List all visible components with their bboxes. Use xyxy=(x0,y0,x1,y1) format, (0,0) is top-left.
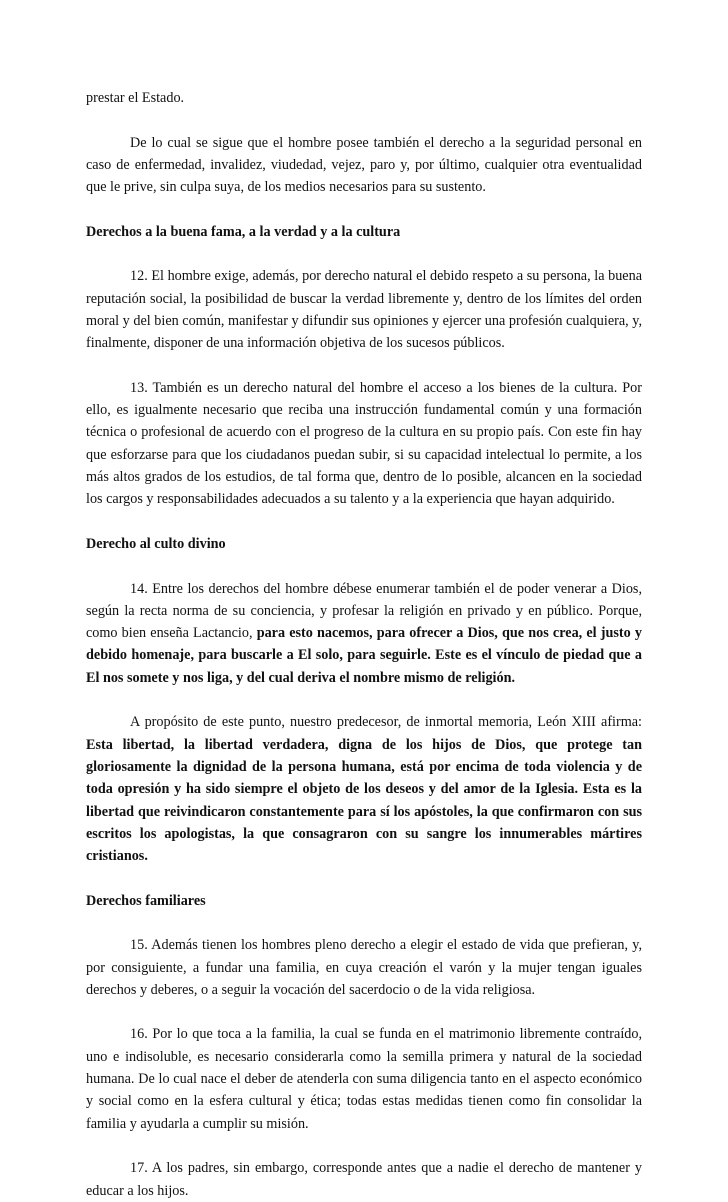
paragraph-gap xyxy=(86,1135,642,1157)
paragraph-gap xyxy=(86,511,642,533)
paragraph-social-security: De lo cual se sigue que el hombre posee también el derecho a la seguridad personal en caso de enfermedad, invalidez, viudedad, vejez, paro y, por último, cualquier otra eventualidad que le prive, sin culpa suya, de los medios necesarios para su sustento. xyxy=(86,134,642,196)
paragraph-14 xyxy=(86,578,642,689)
paragraph-continuation: prestar el Estado. xyxy=(86,90,185,106)
paragraph-leon-xiii-quote: Esta libertad, la libertad verdadera, digna de los hijos de Dios, que protege tan gloriosamente la dignidad de la persona humana, está por encima de toda violencia y de toda opresión y ha sido siempre el objeto de los deseos y del amor de la Iglesia. Esta es la libertad que reivindicaron constantemente para sí los apóstoles, la que confirmaron con sus escritos los apologistas, la que consagraron con su sangre los innumerables mártires cristianos. xyxy=(86,736,642,865)
paragraph-13: 13. También es un derecho natural del hombre el acceso a los bienes de la cultura. Por ello, es igualmente necesario que reciba una instrucción fundamental común y una formación técnica o profesional de acuerdo con el progreso de la cultura en su propio país. Con este fin hay que esforzarse para que los ciudadanos puedan subir, si su capacidad intelectual lo permite, a los más altos grados de los estudios, de tal forma que, dentro de lo posible, alcancen en la sociedad los cargos y responsabilidades adecuados a su talento y a la experiencia que hayan adquirido. xyxy=(86,379,642,508)
paragraph-gap xyxy=(86,912,642,934)
paragraph-gap xyxy=(86,689,642,711)
section-heading-culto-divino: Derecho al culto divino xyxy=(86,535,226,552)
paragraph-16: 16. Por lo que toca a la familia, la cual se funda en el matrimonio libremente contraído, uno e indisoluble, es necesario considerarla como la semilla primera y natural de la sociedad humana. De lo cual nace el deber de atenderla con suma diligencia tanto en el aspecto económico y social como en la esfera cultural y ética; todas estas medidas tienen como fin consolidar la familia y ayudarla a cumplir su misión. xyxy=(86,1026,642,1132)
paragraph-14-quote: para esto nacemos, para ofrecer a Dios, que nos crea, el justo y debido homenaje, para buscarle a El solo, para seguirle. Este es el vínculo de piedad que a El nos somete y nos liga, y del cual deriva el nombre mismo de religión. xyxy=(86,625,642,686)
paragraph-12: 12. El hombre exige, además, por derecho natural el debido respeto a su persona, la buena reputación social, la posibilidad de buscar la verdad libremente y, dentro de los límites del orden moral y del bien común, manifestar y difundir sus opiniones y ejercer una profesión cualquiera, y, finalmente, disponer de una información objetiva de los sucesos públicos. xyxy=(86,268,642,352)
section-heading-derechos-familiares: Derechos familiares xyxy=(86,892,206,909)
paragraph-17: 17. A los padres, sin embargo, corresponde antes que a nadie el derecho de mantener y educar a los hijos. xyxy=(86,1160,642,1199)
paragraph-gap xyxy=(86,1001,642,1023)
paragraph-gap xyxy=(86,355,642,377)
paragraph-gap xyxy=(86,243,642,265)
paragraph-gap xyxy=(86,867,642,889)
paragraph-14-text: 14. Entre los derechos del hombre débese enumerar también el de poder venerar a Dios, según la recta norma de su conciencia, y profesar la religión en privado y en público. Porque, como bien enseña Lactancio, xyxy=(86,580,642,642)
paragraph-gap xyxy=(86,198,642,220)
paragraph-leon-xiii xyxy=(86,711,642,867)
paragraph-gap xyxy=(86,109,642,131)
paragraph-15: 15. Además tienen los hombres pleno derecho a elegir el estado de vida que prefieran, y, por consiguiente, a fundar una familia, en cuya creación el varón y la mujer tengan iguales derechos y deberes, o a seguir la vocación del sacerdocio o de la vida religiosa. xyxy=(86,937,642,998)
section-heading-fama-verdad-cultura: Derechos a la buena fama, a la verdad y a la cultura xyxy=(86,223,401,240)
paragraph-gap xyxy=(86,555,642,577)
document-page xyxy=(86,87,642,1202)
paragraph-leon-xiii-text: A propósito de este punto, nuestro predecesor, de inmortal memoria, León XIII afirma: xyxy=(130,714,642,731)
